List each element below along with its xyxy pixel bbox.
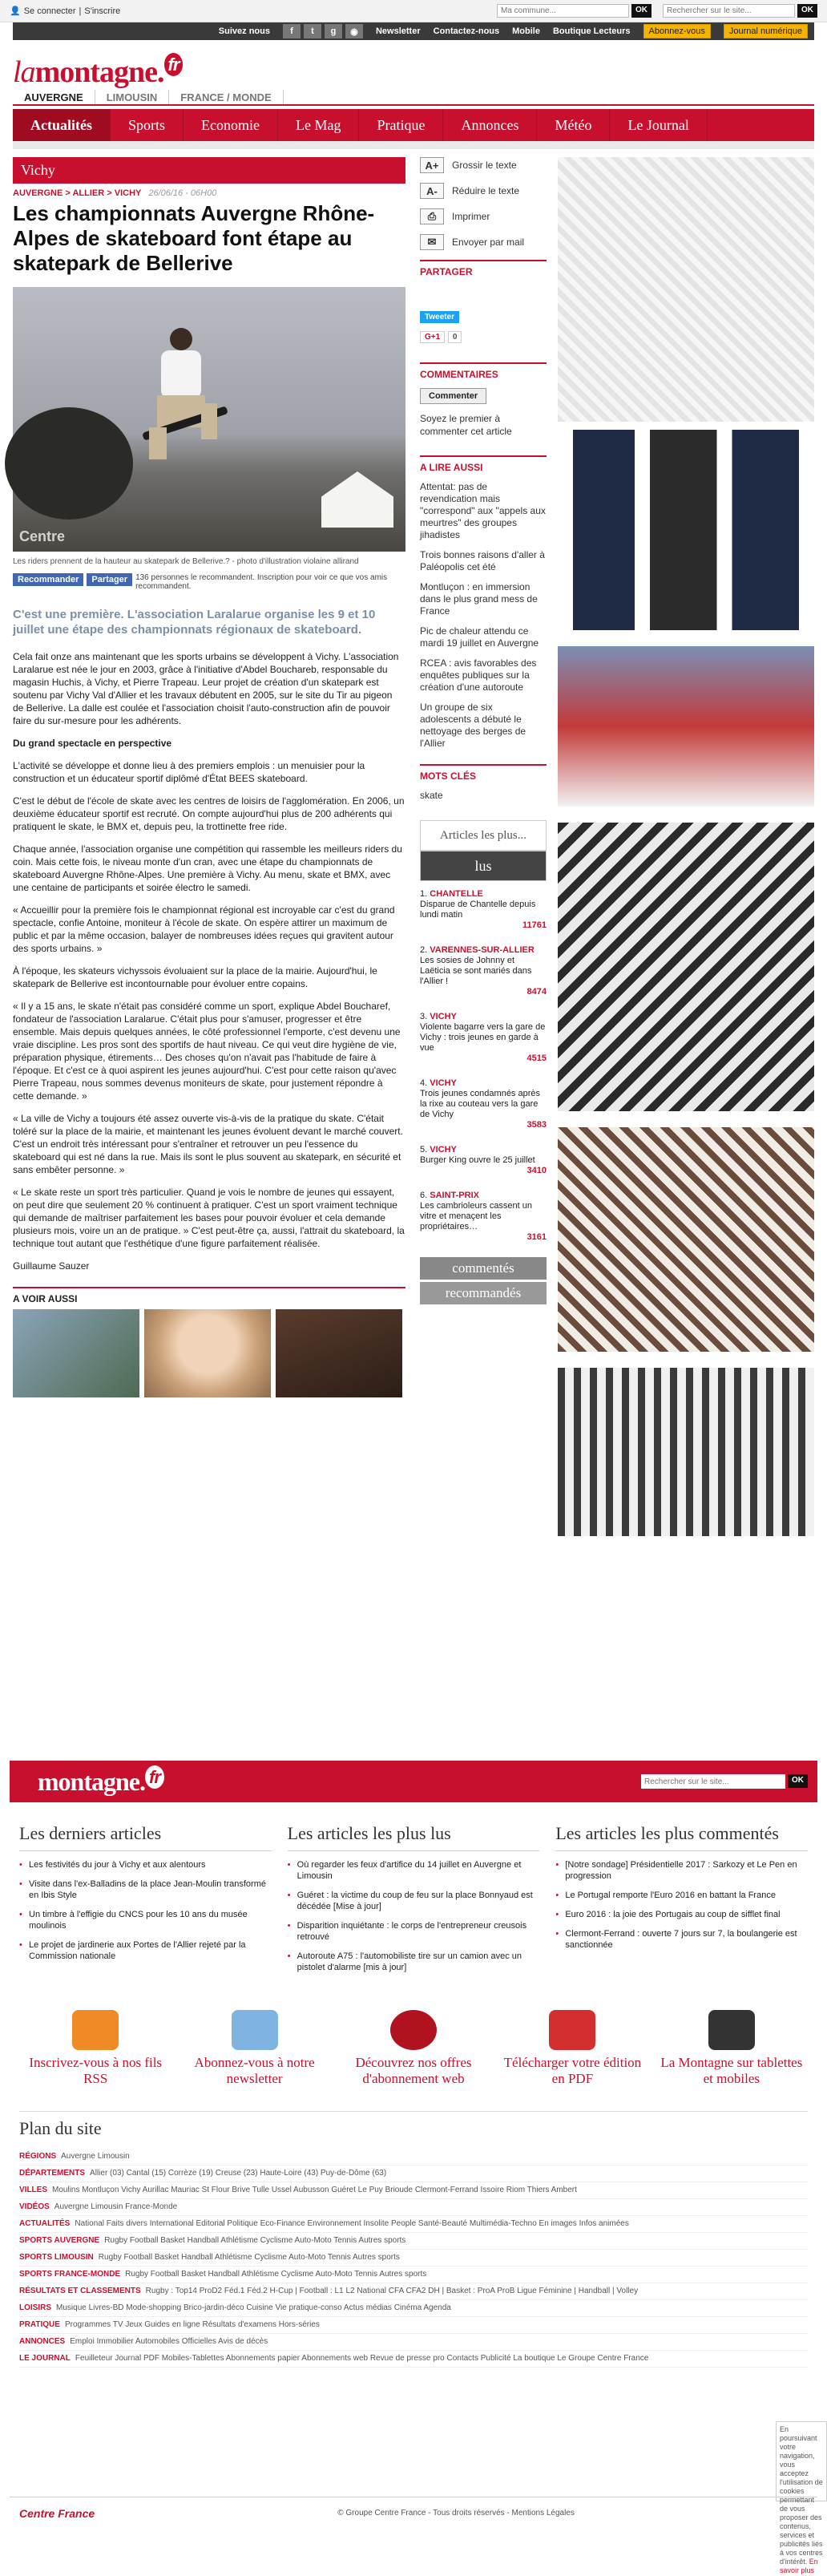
logo-dot: . xyxy=(157,55,164,89)
gplus-row xyxy=(420,330,547,343)
menu-pratique[interactable]: Pratique xyxy=(359,109,443,141)
commune-search-ok-button[interactable]: OK xyxy=(631,4,652,18)
region-tab-limousin[interactable]: LIMOUSIN xyxy=(95,90,170,104)
sitemap-row xyxy=(19,2149,808,2166)
site-search-input[interactable] xyxy=(663,4,795,18)
footer-link[interactable]: • Le Portugal remporte l'Euro 2016 en battant la France xyxy=(555,1890,808,1901)
service-label: Abonnez-vous à notre newsletter xyxy=(194,2055,315,2086)
sitemap-title: Plan du site xyxy=(19,2118,102,2138)
sitemap-links[interactable]: National Faits divers International Editorial Politique Eco-Finance Environnement Insolite People Santé-Beauté Multimédia-Techno En images Infos animées xyxy=(75,2219,629,2228)
popular-item[interactable] xyxy=(420,945,547,997)
popular-city: CHANTELLE xyxy=(430,889,483,899)
sitemap-links[interactable]: Emploi Immobilier Automobiles Officielles Avis de décès xyxy=(70,2337,268,2346)
sitemap-key[interactable]: VIDÉOS xyxy=(19,2202,50,2211)
paragraph: « Il y a 15 ans, le skate n'était pas considéré comme un sport, explique Abdel Boucharef, fondateur de l'association Laralarue. C'était plus pour s'amuser, progresser et être ensemble. Mais depuis quelques années, le côté professionnel l'emporte, c'est devenu une vraie discipline. Les pros sont des sportifs de haut niveau. Ce qui veut dire hygiène de vie, préparation physique, étirements… Des choses qu'on n'avait pas l'habitude de faire à l'époque. Et c'est ce à quoi aspirent les jeunes aujourd'hui. C'est pour cette raison qu'avec Pierre Trapeau, nous sommes devenus moniteurs de skate, pour justement répondre à cette demande. » xyxy=(13,1001,401,1102)
read-also-item[interactable]: Attentat: pas de revendication mais "correspond" aux "appels aux meurtres" des groupes jihadistes xyxy=(420,481,546,540)
paragraph: C'est le début de l'école de skate avec les centres de loisirs de l'agglomération. En 2006, un deuxième éducateur sportif est recruté. On compte aujourd'hui plus de 200 adhérents qui pratiquent le skate, le BMX et, depuis peu, la trottinette free ride. xyxy=(13,795,405,832)
sitemap-key[interactable]: VILLES xyxy=(19,2186,48,2194)
popular-city: VARENNES-SUR-ALLIER xyxy=(430,945,535,955)
newsletter-link[interactable]: Newsletter xyxy=(375,26,421,36)
sitemap-links[interactable]: Rugby Football Basket Handball Athlétisme Cyclisme Auto-Moto Tennis Autres sports xyxy=(98,2253,400,2262)
article-lead: C'est une première. L'association Laralarue organise les 9 et 10 juillet une étape des championnats régionaux de skateboard. xyxy=(13,608,376,637)
most-recommended-button[interactable]: recommandés xyxy=(420,1282,547,1304)
region-tab-france-monde[interactable]: FRANCE / MONDE xyxy=(169,90,283,104)
logo-la: la xyxy=(13,55,35,89)
ad-mosaic[interactable] xyxy=(558,823,814,1111)
cf-logo-icon xyxy=(390,2010,437,2050)
footer-logo[interactable] xyxy=(19,1767,164,1797)
sitemap xyxy=(19,2111,808,2368)
print-tool[interactable] xyxy=(420,208,547,224)
subscribe-button[interactable]: Abonnez-vous xyxy=(643,24,711,38)
site-logo[interactable] xyxy=(13,55,183,89)
top-bar xyxy=(0,0,827,22)
photo-tent xyxy=(321,471,393,528)
see-also-thumb[interactable] xyxy=(276,1309,402,1397)
read-also-item[interactable]: Montluçon : en immersion dans le plus grand mess de France xyxy=(420,581,538,617)
facebook-icon[interactable]: f xyxy=(283,24,301,38)
cookie-link[interactable]: En savoir plus xyxy=(780,2558,818,2574)
popular-list xyxy=(420,889,547,1243)
sitemap-key[interactable]: ACTUALITÉS xyxy=(19,2219,71,2228)
menu-actualites[interactable]: Actualités xyxy=(13,109,111,141)
dark-nav xyxy=(13,22,814,40)
popular-count: 4515 xyxy=(526,1053,547,1063)
sitemap-row xyxy=(19,2334,808,2351)
submenu-bar xyxy=(13,141,814,149)
follow-label: Suivez nous xyxy=(218,26,270,36)
sitemap-links[interactable]: Allier (03) Cantal (15) Corrèze (19) Creuse (23) Haute-Loire (43) Puy-de-Dôme (63) xyxy=(90,2169,387,2178)
comments-title: COMMENTAIRES xyxy=(420,362,547,388)
rank: 4. xyxy=(420,1078,428,1088)
sitemap-row xyxy=(19,2216,808,2233)
rank: 5. xyxy=(420,1145,428,1155)
popular-item[interactable] xyxy=(420,1145,547,1176)
skater-figure xyxy=(133,323,237,483)
font-bigger-tool[interactable] xyxy=(420,157,547,173)
googleplus-icon[interactable]: g xyxy=(325,24,342,38)
read-also-item[interactable]: Trois bonnes raisons d'aller à Paléopolis cet été xyxy=(420,549,545,572)
popular-city: VICHY xyxy=(430,1078,457,1088)
popular-text: Violente bagarre vers la gare de Vichy : trois jeunes en garde à vue xyxy=(420,1022,546,1053)
footer-link[interactable]: • Guéret : la victime du coup de feu sur la place Bonnyaud est décédée [Mise à jour] xyxy=(288,1890,540,1912)
article-date: 26/06/16 - 06H00 xyxy=(148,188,217,198)
footer-link[interactable]: • Les festivités du jour à Vichy et aux alentours xyxy=(19,1859,272,1870)
sitemap-row xyxy=(19,2182,808,2199)
commune-search xyxy=(497,4,652,18)
popular-item[interactable] xyxy=(420,889,547,931)
popular-tab-label: Articles les plus... xyxy=(440,828,526,842)
pdf-icon xyxy=(549,2010,595,2050)
user-icon: 👤 xyxy=(10,6,21,16)
sitemap-key[interactable]: ANNONCES xyxy=(19,2337,66,2346)
popular-item[interactable] xyxy=(420,1078,547,1130)
paragraph: Cela fait onze ans maintenant que les sports urbains se développent à Vichy. L'association Laralarue est née le jour en 2003, grâce à l'initiative d'Abdel Bouchareb, responsable du magasin Huchis, à Vichy, et Pierre Trapeau. Leur projet de création d'un skatepark est soutenu par Vichy Val d'Allier et les travaux débutent en 2005, sur le site du Tir au pigeon de Bellerive. La dalle est coulée et l'association choisit l'auto-construction afin de pouvoir faire du sur-mesure pour les adhérents. xyxy=(13,651,399,726)
rank: 1. xyxy=(420,889,428,899)
popular-tabs-row xyxy=(420,851,547,881)
popular-count: 3583 xyxy=(526,1120,547,1130)
font-smaller-tool[interactable] xyxy=(420,183,547,199)
copyright: © Groupe Centre France - Tous droits réservés - Mentions Légales xyxy=(337,2509,575,2517)
fb-recommend-button[interactable]: Recommander xyxy=(13,573,83,586)
footer-link[interactable]: • Où regarder les feux d'artifice du 14 juillet en Auvergne et Limousin xyxy=(288,1859,540,1882)
bottom-bar xyxy=(10,2497,817,2529)
sitemap-links[interactable]: Programmes TV Jeux Guides en ligne Résultats d'examens Hors-séries xyxy=(64,2320,320,2329)
footer-search-input[interactable] xyxy=(641,1774,785,1789)
see-also-title: A VOIR AUSSI xyxy=(13,1287,405,1309)
menu-le-journal[interactable]: Le Journal xyxy=(610,109,707,141)
breadcrumb xyxy=(13,188,405,198)
ad-banner[interactable] xyxy=(558,157,814,422)
logo-fr: fr xyxy=(164,53,184,76)
service-label: Inscrivez-vous à nos fils RSS xyxy=(29,2055,163,2086)
popular-text: Disparue de Chantelle depuis lundi matin xyxy=(420,900,536,920)
sitemap-row xyxy=(19,2283,808,2300)
logo-name: montagne xyxy=(34,55,158,89)
logo-la: la xyxy=(19,1766,38,1796)
cookie-banner xyxy=(776,2421,827,2574)
facebook-bar xyxy=(13,573,405,591)
most-read-articles xyxy=(288,1823,540,1981)
sitemap-key[interactable]: PRATIQUE xyxy=(19,2320,60,2329)
ad-flag[interactable] xyxy=(558,646,814,807)
popular-count: 8474 xyxy=(526,987,547,997)
paragraph: Chaque année, l'association organise une compétition qui rassemble les meilleurs riders du coin. Mais cette fois, le niveau monte d'un cran, avec une étape du championnats de skateboard Auvergne Rhône-Alpes. Une première à Vichy. Au menu, skate et BMX, avec une centaine de participants et soirée électro le samedi. xyxy=(13,843,402,893)
digital-journal-button[interactable]: Journal numérique xyxy=(724,24,808,38)
latest-articles-title: Les derniers articles xyxy=(19,1823,272,1851)
share-title: PARTAGER xyxy=(420,260,547,285)
menu-annonces[interactable]: Annonces xyxy=(443,109,537,141)
mobile-link[interactable]: Mobile xyxy=(512,26,540,36)
popular-count: 3410 xyxy=(526,1166,547,1175)
read-also-list xyxy=(420,481,547,750)
article-tools-column xyxy=(420,157,547,1536)
popular-text: Les cambrioleurs cassent un vitre et menaçent les propriétaires… xyxy=(420,1201,533,1231)
font-smaller-icon: A- xyxy=(420,183,444,199)
service-pdf[interactable] xyxy=(496,2010,648,2087)
comment-button[interactable]: Commenter xyxy=(420,388,486,404)
rss-icon xyxy=(72,2010,119,2050)
sitemap-row xyxy=(19,2267,808,2283)
commune-search-input[interactable] xyxy=(497,4,629,18)
photo-watermark: Centre xyxy=(19,528,66,544)
menu-le-mag[interactable]: Le Mag xyxy=(278,109,359,141)
footer-link[interactable]: • Disparition inquiétante : le corps de l'entrepreneur creusois retrouvé xyxy=(288,1920,540,1943)
paragraph: « Accueillir pour la première fois le championnat régional est incroyable car c'est du grand spectacle, confie Antoine, moniteur à l'école de skate. On espère attirer un maximum de public et par la même occasion, balayer de nombreuses idées reçues qui gravitent autour des sports urbains. » xyxy=(13,904,395,954)
sitemap-row xyxy=(19,2199,808,2216)
menu-meteo[interactable]: Météo xyxy=(537,109,610,141)
most-commented-button[interactable]: commentés xyxy=(420,1257,547,1280)
login-links xyxy=(10,6,120,16)
article-body xyxy=(13,650,405,1272)
article-column xyxy=(13,157,405,1536)
sitemap-row xyxy=(19,2351,808,2368)
social-icons xyxy=(283,24,363,38)
ad-mosaic-3[interactable] xyxy=(558,1368,814,1536)
popular-text: Burger King ouvre le 25 juillet xyxy=(420,1155,535,1165)
centre-france-logo[interactable]: Centre France xyxy=(19,2506,95,2520)
sitemap-links[interactable]: Rugby Football Basket Handball Athlétisme Cyclisme Auto-Moto Tennis Autres sports xyxy=(104,2236,406,2245)
most-commented-title: Les articles les plus commentés xyxy=(555,1823,808,1851)
keyword-tag[interactable]: skate xyxy=(420,790,443,801)
paragraph: À l'époque, les skateurs vichyssois évoluaient sur la place de la mairie. Aujourd'hui, le skatepark de Bellerive est incontournable pour évoluer entre copains. xyxy=(13,965,377,989)
print-icon: ⎙ xyxy=(420,208,444,224)
popular-city: VICHY xyxy=(430,1012,457,1021)
footer-link[interactable]: • Visite dans l'ex-Balladins de la place Jean-Moulin transformé en Ibis Style xyxy=(19,1878,272,1901)
paragraph: « La ville de Vichy a toujours été assez ouverte vis-à-vis de la pratique du skate. C'était toléré sur la place de la mairie, et maintenant les jeunes évoluent devant le marché couvert. C'est un endroit très intéressant pour s'entraîner et retrouver un peu l'essence du skateboard qui est né dans la rue. Mais ils sont le plus souvent au skatepark, en sécurité et sans embêter personne. » xyxy=(13,1113,403,1175)
header xyxy=(0,40,827,90)
footer-search-ok-button[interactable]: OK xyxy=(788,1774,808,1788)
logo-name: montagne xyxy=(37,1766,139,1796)
sitemap-key[interactable]: RÉGIONS xyxy=(19,2152,57,2161)
region-tab-auvergne[interactable]: AUVERGNE xyxy=(13,90,95,104)
cookie-text: En poursuivant votre navigation, vous acceptez l'utilisation de cookies permettant de vous proposer des contenus, services et publicités liés à vos centres d'intérêt. xyxy=(780,2425,823,2566)
footer-link[interactable]: • Un timbre à l'effigie du CNCS pour les 10 ans du musée moulinois xyxy=(19,1909,272,1931)
most-read-title: Les articles les plus lus xyxy=(288,1823,540,1851)
footer-bar xyxy=(10,1761,817,1802)
rank: 2. xyxy=(420,945,428,955)
see-also-thumb[interactable] xyxy=(144,1309,271,1397)
sitemap-links[interactable]: Rugby Football Basket Handball Athlétisme Cyclisme Auto-Moto Tennis Autres sports xyxy=(125,2270,427,2279)
footer-link[interactable]: • Clermont-Ferrand : ouverte 7 jours sur 7, la boulangerie est sanctionnée xyxy=(555,1928,808,1951)
most-commented-articles xyxy=(555,1823,808,1981)
footer-columns xyxy=(19,1823,808,1981)
mail-icon: ✉ xyxy=(420,234,444,250)
font-smaller-label: Réduire le texte xyxy=(452,185,520,196)
twitter-icon[interactable]: t xyxy=(304,24,321,38)
sitemap-key[interactable]: RÉSULTATS ET CLASSEMENTS xyxy=(19,2287,141,2295)
sitemap-row xyxy=(19,2250,808,2267)
footer-search xyxy=(641,1774,808,1789)
read-also-item[interactable]: RCEA : avis favorables des enquêtes publiques sur la création d'une autoroute xyxy=(420,657,537,693)
font-bigger-icon: A+ xyxy=(420,157,444,173)
content-area xyxy=(13,157,814,1536)
login-link[interactable]: Se connecter xyxy=(23,6,76,16)
popular-city: SAINT-PRIX xyxy=(430,1191,479,1200)
main-menu xyxy=(13,109,814,141)
popular-tabs xyxy=(420,820,547,851)
sitemap-key[interactable]: LE JOURNAL xyxy=(19,2354,71,2363)
font-bigger-label: Grossir le texte xyxy=(452,160,517,171)
fb-share-button[interactable]: Partager xyxy=(87,573,132,586)
author: Guillaume Sauzer xyxy=(13,1260,90,1272)
menu-economie[interactable]: Economie xyxy=(184,109,278,141)
rss-icon[interactable]: ◉ xyxy=(345,24,363,38)
logo-dot: . xyxy=(139,1766,145,1796)
service-newsletter[interactable] xyxy=(178,2010,330,2087)
envelope-icon xyxy=(232,2010,278,2050)
register-link[interactable]: S'inscrire xyxy=(84,6,121,16)
rank: 3. xyxy=(420,1012,428,1021)
footer xyxy=(0,1761,827,2368)
sitemap-row xyxy=(19,2317,808,2334)
section-title[interactable]: Vichy xyxy=(13,157,405,184)
site-search xyxy=(663,4,817,18)
see-also-thumbnails xyxy=(13,1309,405,1397)
comments-empty-text: Soyez le premier à commenter cet article xyxy=(420,413,512,437)
footer-link[interactable]: • Autoroute A75 : l'automobiliste tire sur un camion avec un pistolet d'alarme [mis à jour] xyxy=(288,1951,540,1973)
sitemap-links[interactable]: Musique Livres-BD Mode-shopping Brico-jardin-déco Cuisine Vie pratique-conso Actus médias Cinéma Agenda xyxy=(56,2303,451,2312)
paragraph: L'activité se développe et donne lieu à des premiers emplois : un menuisier pour la construction et un éducateur sportif diplômé d'État BEES skateboard. xyxy=(13,760,365,784)
rank: 6. xyxy=(420,1191,428,1200)
sitemap-row xyxy=(19,2300,808,2317)
service-subscription[interactable] xyxy=(337,2010,490,2087)
sitemap-row xyxy=(19,2233,808,2250)
tweet-button[interactable]: Tweeter xyxy=(420,311,459,323)
service-label: La Montagne sur tablettes et mobiles xyxy=(660,2055,803,2086)
article-title: Les championnats Auvergne Rhône-Alpes de skateboard font étape au skatepark de Bellerive xyxy=(13,201,375,275)
sitemap-links[interactable]: Auvergne Limousin xyxy=(61,2152,130,2161)
popular-tab-read[interactable]: lus xyxy=(421,851,546,880)
footer-link[interactable]: • Le projet de jardinerie aux Portes de l'Allier rejeté par la Commission nationale xyxy=(19,1939,272,1962)
sitemap-row xyxy=(19,2166,808,2182)
ad-column xyxy=(558,157,814,1536)
menu-sports[interactable]: Sports xyxy=(111,109,184,141)
popular-text: Trois jeunes condamnés après la rixe au couteau vers la gare de Vichy xyxy=(420,1089,541,1119)
email-label: Envoyer par mail xyxy=(452,237,525,248)
separator: | xyxy=(79,6,82,16)
site-search-ok-button[interactable]: OK xyxy=(797,4,817,18)
popular-count: 3161 xyxy=(526,1232,547,1242)
sitemap-key[interactable]: DÉPARTEMENTS xyxy=(19,2169,86,2178)
read-also-title: A LIRE AUSSI xyxy=(420,455,547,481)
shop-link[interactable]: Boutique Lecteurs xyxy=(552,26,631,36)
ad-mosaic-2[interactable] xyxy=(558,1127,814,1352)
popular-item[interactable] xyxy=(420,1191,547,1243)
gplus-count: 0 xyxy=(448,331,462,343)
article-photo[interactable] xyxy=(13,287,405,552)
popular-text: Les sosies de Johnny et Laëticia se sont mariés dans l'Allier ! xyxy=(420,956,532,986)
services-row xyxy=(19,2010,808,2087)
contact-link[interactable]: Contactez-nous xyxy=(433,26,500,36)
sitemap-links[interactable]: Feuilleteur Journal PDF Mobiles-Tablettes Abonnements papier Abonnements web Revue de presse pro Contacts Publicité La boutique Le Groupe Centre France xyxy=(75,2354,649,2363)
sitemap-links[interactable]: Rugby : Top14 ProD2 Féd.1 Féd.2 H-Cup | Football : L1 L2 National CFA CFA2 DH | Basket : ProA ProB Ligue Féminine | Handball | Volley xyxy=(145,2287,639,2295)
breadcrumb-path[interactable]: AUVERGNE > ALLIER > VICHY xyxy=(13,188,142,198)
read-also-item[interactable]: Un groupe de six adolescents a débuté le nettoyage des berges de l'Allier xyxy=(420,702,526,749)
tablet-icon xyxy=(708,2010,755,2050)
ad-dresses[interactable] xyxy=(558,430,814,630)
popular-item[interactable] xyxy=(420,1012,547,1064)
gplus-button[interactable]: G+1 xyxy=(420,331,445,343)
service-label: Télécharger votre édition en PDF xyxy=(503,2055,642,2086)
footer-link[interactable]: • Euro 2016 : la joie des Portugais au coup de sifflet final xyxy=(555,1909,808,1920)
see-also-thumb[interactable] xyxy=(13,1309,139,1397)
popular-city: VICHY xyxy=(430,1145,457,1155)
logo-fr: fr xyxy=(145,1765,164,1789)
region-tabs xyxy=(13,90,814,106)
subheading: Du grand spectacle en perspective xyxy=(13,738,172,749)
footer-link[interactable]: • [Notre sondage] Présidentielle 2017 : Sarkozy et Le Pen en progression xyxy=(555,1859,808,1882)
read-also-item[interactable]: Pic de chaleur attendu ce mardi 19 juillet en Auvergne xyxy=(420,625,539,649)
keywords-title: MOTS CLÉS xyxy=(420,764,547,790)
share-buttons xyxy=(420,309,547,323)
popular-count: 11761 xyxy=(522,920,547,930)
sitemap-key[interactable]: SPORTS FRANCE-MONDE xyxy=(19,2270,121,2279)
sitemap-key[interactable]: SPORTS AUVERGNE xyxy=(19,2236,100,2245)
photo-tree xyxy=(5,407,133,520)
fb-count-text: 136 personnes le recommandent. Inscription pour voir ce que vos amis recommandent. xyxy=(135,573,388,591)
email-tool[interactable] xyxy=(420,234,547,250)
photo-caption: Les riders prennent de la hauteur au skatepark de Bellerive.? - photo d'illustration violaine allirand xyxy=(13,557,359,566)
service-mobile[interactable] xyxy=(656,2010,808,2087)
paragraph: « Le skate reste un sport très particulier. Quand je vois le nombre de jeunes qui essayent, on peut dire que seulement 20 % continuent à pratiquer. C'est un sport vraiment technique qui demande de maîtriser parfaitement les bases pour pouvoir évoluer et cela demande plusieurs mois, voire un an de pratique. » C'est peut-être ça, aussi, l'attrait du skateboard, la technique tout autant que l'esthétique d'une figure parfaitement réalisée. xyxy=(13,1187,405,1249)
service-label: Découvrez nos offres d'abonnement web xyxy=(355,2055,472,2086)
sitemap-links[interactable]: Moulins Montluçon Vichy Aurillac Mauriac St Flour Brive Tulle Ussel Aubusson Guéret Le Puy Brioude Clermont-Ferrand Issoire Riom Thiers Ambert xyxy=(52,2186,577,2194)
print-label: Imprimer xyxy=(452,211,490,222)
service-rss[interactable] xyxy=(19,2010,171,2087)
sitemap-key[interactable]: LOISIRS xyxy=(19,2303,52,2312)
sitemap-key[interactable]: SPORTS LIMOUSIN xyxy=(19,2253,94,2262)
sitemap-links[interactable]: Auvergne Limousin France-Monde xyxy=(54,2202,178,2211)
latest-articles xyxy=(19,1823,272,1981)
